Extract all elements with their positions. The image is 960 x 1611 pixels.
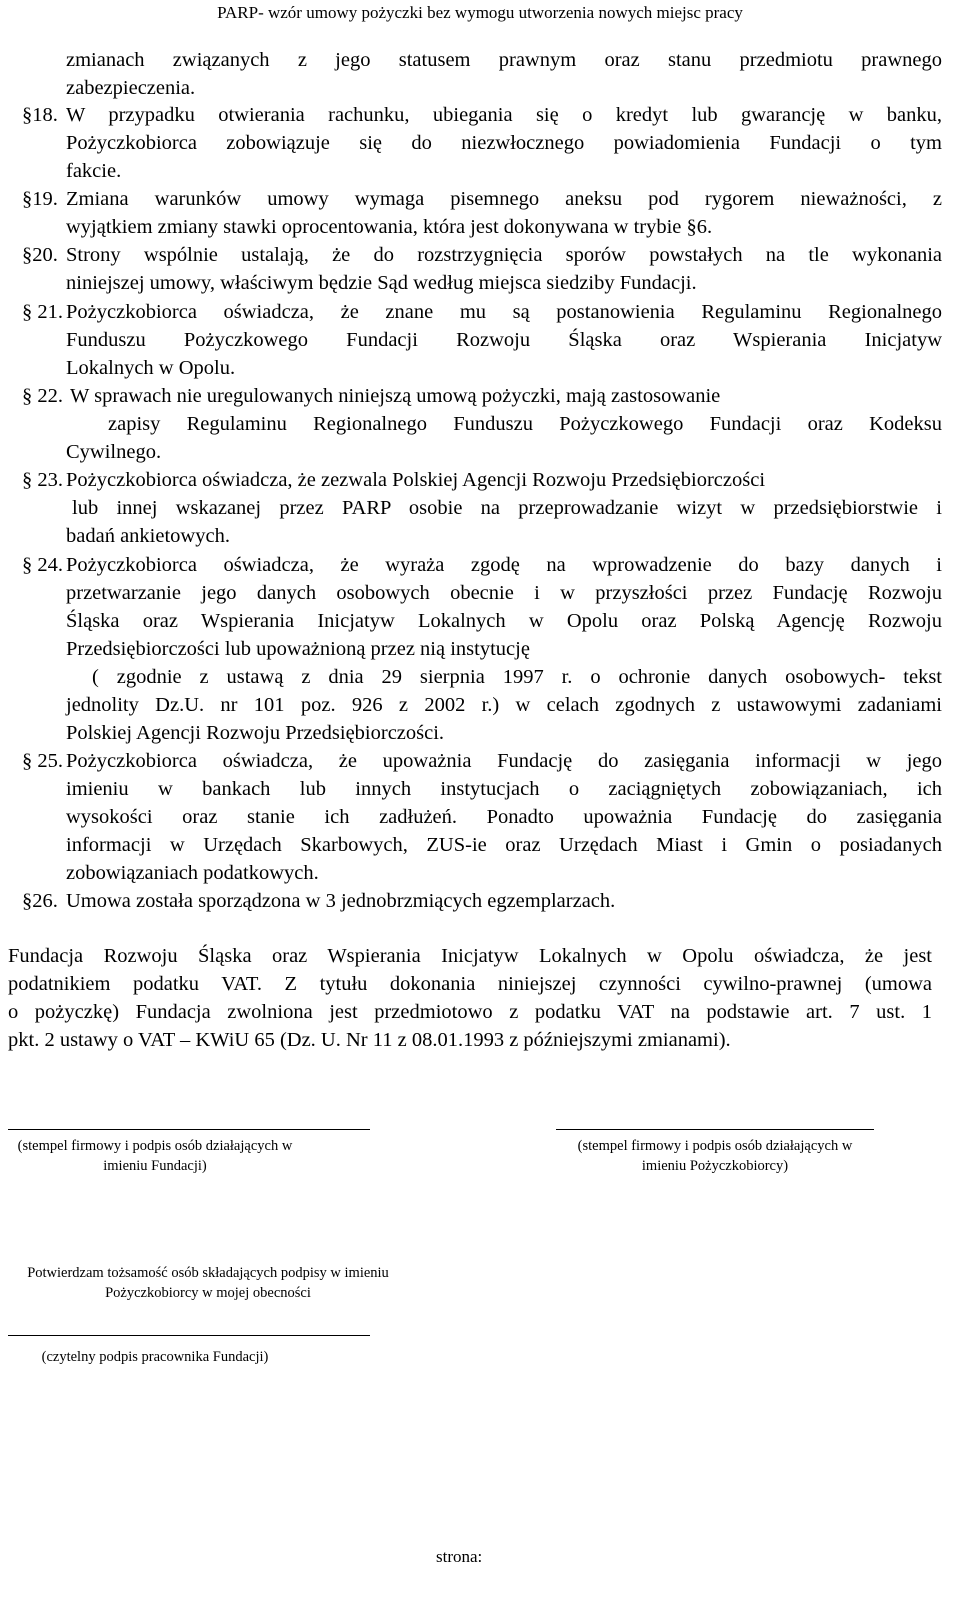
clause-line: jednolity Dz.U. nr 101 poz. 926 z 2002 r.) w celach zgodnych z ustawowymi zadaniami (66, 694, 942, 716)
clause-line: wyjątkiem zmiany stawki oprocentowania, która jest dokonywana w trybie §6. (66, 216, 713, 238)
foundation-signature-caption (0, 1136, 310, 1176)
clause-line: ( zgodnie z ustawą z dnia 29 sierpnia 1997 r. o ochronie danych osobowych- tekst (92, 666, 942, 688)
clause-line: Cywilnego. (66, 441, 162, 463)
caption-line: (stempel firmowy i podpis osób działających w (577, 1138, 853, 1154)
clause-line: wysokości oraz stanie ich zadłużeń. Ponadto upoważnia Fundację do zasięgania (66, 806, 942, 828)
clause-number: §26. (22, 890, 58, 912)
clause-line: zabezpieczenia. (66, 77, 196, 99)
clause-number: § 25. (22, 750, 63, 772)
clause-line: fakcie. (66, 160, 122, 182)
identity-confirmation-caption (8, 1263, 408, 1303)
clause-line: przetwarzanie jego danych osobowych obecnie i w przyszłości przez Fundację Rozwoju (66, 582, 942, 604)
vat-line: Fundacja Rozwoju Śląska oraz Wspierania Inicjatyw Lokalnych w Opolu oświadcza, że jest (8, 945, 932, 967)
clause-number: § 22. (22, 385, 63, 407)
clause-number: §19. (22, 188, 58, 210)
caption-line: imieniu Fundacji) (103, 1158, 207, 1174)
clause-line: niniejszej umowy, właściwym będzie Sąd według miejsca siedziby Fundacji. (66, 272, 697, 294)
vat-line: podatnikiem podatku VAT. Z tytułu dokonania niniejszej czynności cywilno-prawnej (umowa (8, 973, 932, 995)
clause-line: Śląska oraz Wspierania Inicjatyw Lokalnych w Opolu oraz Polską Agencję Rozwoju (66, 610, 942, 632)
clause-line: W sprawach nie uregulowanych niniejszą umową pożyczki, mają zastosowanie (70, 385, 721, 407)
clause-line: Pożyczkobiorca oświadcza, że wyraża zgodę na wprowadzenie do bazy danych i (66, 554, 942, 576)
caption-line: Potwierdzam tożsamość osób składających podpisy w imieniu (27, 1265, 389, 1281)
clause-line: Lokalnych w Opolu. (66, 357, 236, 379)
clause-line: informacji w Urzędach Skarbowych, ZUS-ie oraz Urzędach Miast i Gmin o posiadanych (66, 834, 942, 856)
caption-line: (czytelny podpis pracownika Fundacji) (41, 1349, 269, 1365)
vat-statement (8, 942, 932, 1054)
clause-number: § 24. (22, 554, 63, 576)
clause-line: Polskiej Agencji Rozwoju Przedsiębiorczości. (66, 722, 445, 744)
borrower-signature-line (556, 1129, 874, 1130)
clause-line: Pożyczkobiorca oświadcza, że upoważnia Fundację do zasięgania informacji w jego (66, 750, 942, 772)
clause-number: § 23. (22, 469, 63, 491)
employee-signature-line (8, 1335, 370, 1336)
clause-line: zmianach związanych z jego statusem prawnym oraz stanu przedmiotu prawnego (66, 49, 942, 71)
clause-number: §20. (22, 244, 58, 266)
caption-line: (stempel firmowy i podpis osób działających w (17, 1138, 293, 1154)
clause-line: W przypadku otwierania rachunku, ubiegania się o kredyt lub gwarancję w banku, (66, 104, 942, 126)
caption-line: Pożyczkobiorcy w mojej obecności (105, 1285, 311, 1301)
caption-line: imieniu Pożyczkobiorcy) (641, 1158, 789, 1174)
clause-line: badań ankietowych. (66, 525, 230, 547)
employee-signature-caption (30, 1347, 280, 1367)
clause-line: Pożyczkobiorca oświadcza, że znane mu są postanowienia Regulaminu Regionalnego (66, 301, 942, 323)
clause-line: zobowiązaniach podatkowych. (66, 862, 319, 884)
page-number-label: strona: (436, 1547, 483, 1566)
clause-line: Pożyczkobiorca zobowiązuje się do niezwłocznego powiadomienia Fundacji o tym (66, 132, 942, 154)
clause-line: Zmiana warunków umowy wymaga pisemnego aneksu pod rygorem nieważności, z (66, 188, 942, 210)
clause-number: §18. (22, 104, 58, 126)
clause-line: imieniu w bankach lub innych instytucjach o zaciągniętych zobowiązaniach, ich (66, 778, 942, 800)
clause-number: § 21. (22, 301, 63, 323)
clause-line: zapisy Regulaminu Regionalnego Funduszu Pożyczkowego Fundacji oraz Kodeksu (108, 413, 942, 435)
borrower-signature-caption (560, 1136, 870, 1176)
vat-line: o pożyczkę) Fundacja zwolniona jest przedmiotowo z podatku VAT na podstawie art. 7 ust. 1 (8, 1001, 932, 1023)
clause-line: Funduszu Pożyczkowego Fundacji Rozwoju Śląska oraz Wspierania Inicjatyw (66, 329, 942, 351)
clause-line: Pożyczkobiorca oświadcza, że zezwala Polskiej Agencji Rozwoju Przedsiębiorczości (66, 469, 766, 491)
document-header: PARP- wzór umowy pożyczki bez wymogu utworzenia nowych miejsc pracy (217, 3, 743, 22)
clause-line: Umowa została sporządzona w 3 jednobrzmiących egzemplarzach. (66, 890, 616, 912)
clause-line: Strony wspólnie ustalają, że do rozstrzygnięcia sporów powstałych na tle wykonania (66, 244, 942, 266)
foundation-signature-line (8, 1129, 370, 1130)
vat-line: pkt. 2 ustawy o VAT – KWiU 65 (Dz. U. Nr 11 z 08.01.1993 z późniejszymi zmianami). (8, 1029, 731, 1051)
clause-line: lub innej wskazanej przez PARP osobie na przeprowadzanie wizyt w przedsiębiorstwie i (72, 497, 942, 519)
clause-line: Przedsiębiorczości lub upoważnioną przez nią instytucję (66, 638, 530, 660)
